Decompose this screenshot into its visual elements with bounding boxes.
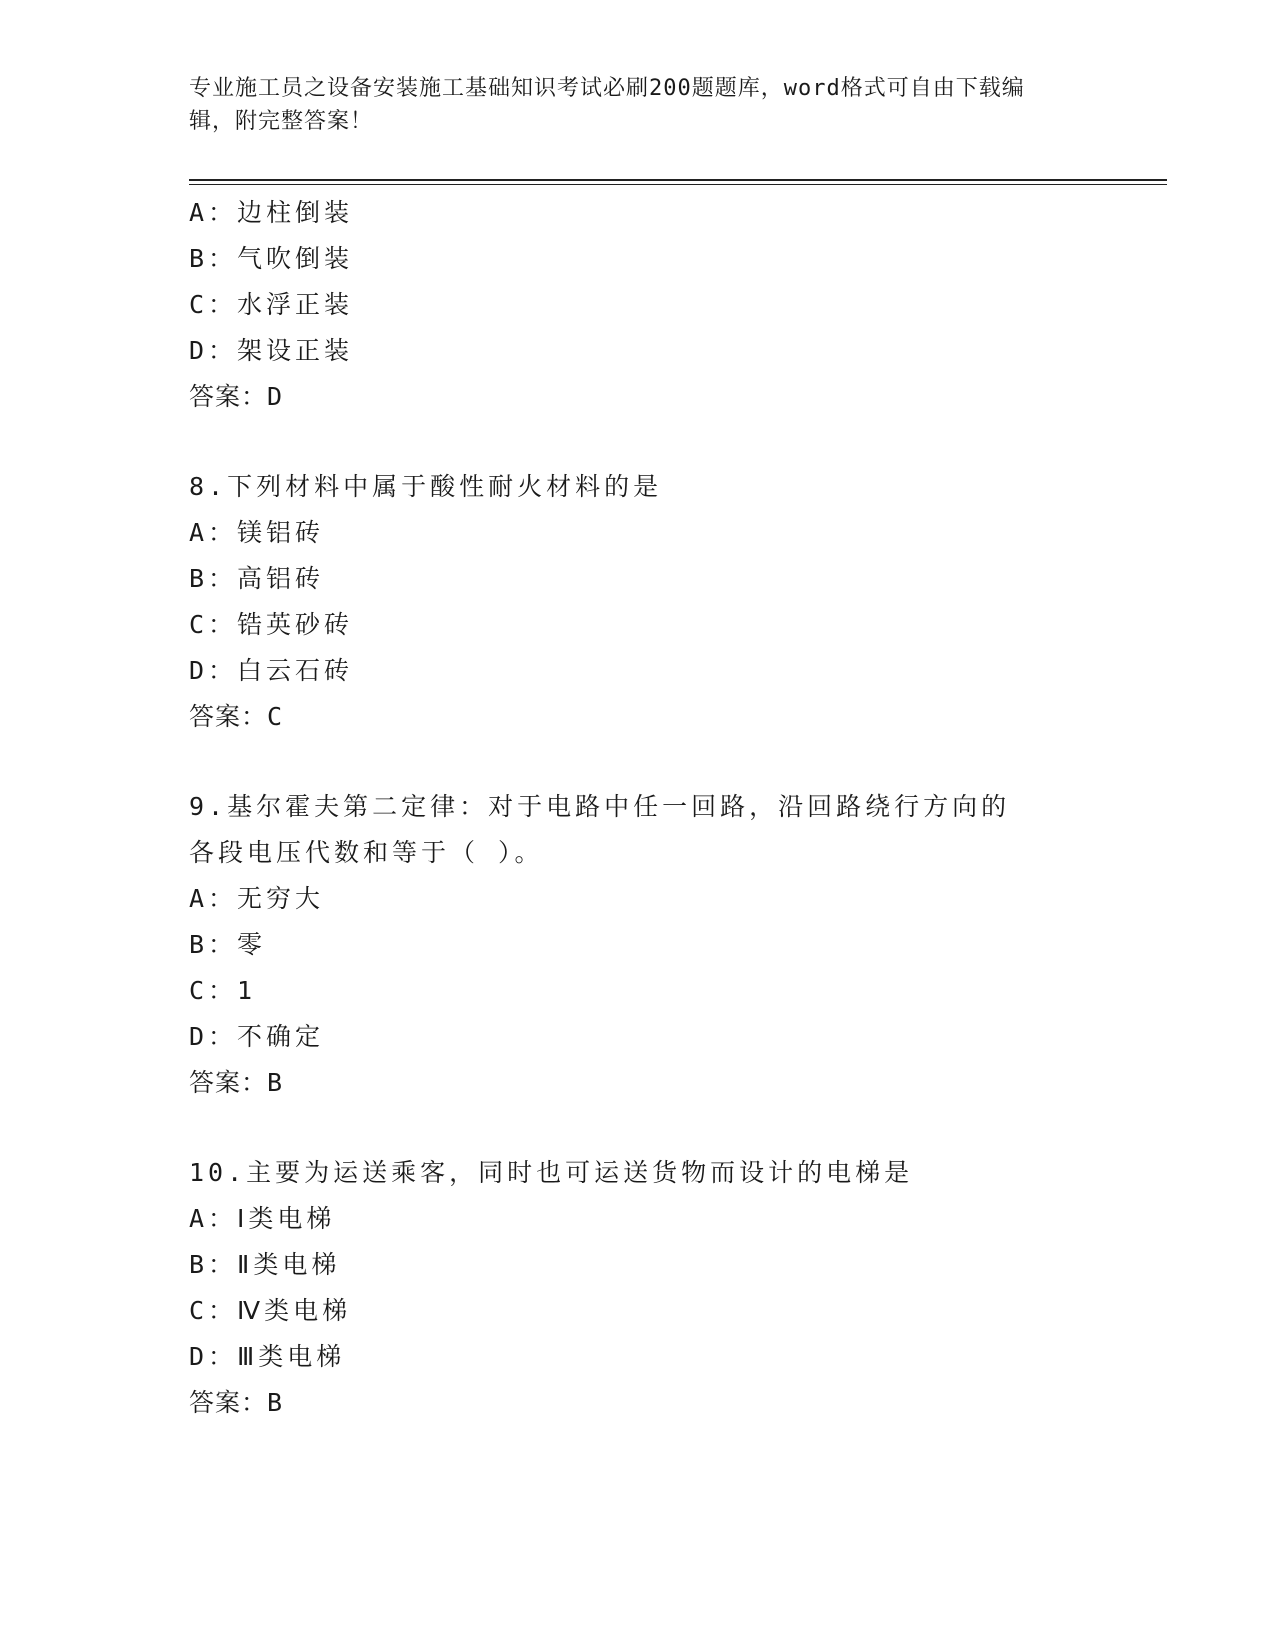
header-divider <box>189 179 1167 181</box>
question-stem: 8.下列材料中属于酸性耐火材料的是 <box>189 472 663 501</box>
option-b: B：高铝砖 <box>189 564 325 593</box>
option-d: D：Ⅲ类电梯 <box>189 1342 346 1371</box>
option-c: C：水浮正装 <box>189 290 354 319</box>
option-c: C：Ⅳ类电梯 <box>189 1296 352 1325</box>
question-list <box>189 190 1149 1426</box>
document-header: 专业施工员之设备安装施工基础知识考试必刷200题题库，word格式可自由下载编辑，附完整答案！ <box>189 76 1025 134</box>
option-b: B：气吹倒装 <box>189 244 354 273</box>
option-d: D：架设正装 <box>189 336 354 365</box>
option-b: B：零 <box>189 930 267 959</box>
question-stem: 9.基尔霍夫第二定律：对于电路中任一回路，沿回路绕行方向的各段电压代数和等于（ ）。 <box>189 792 1011 867</box>
option-a: A：镁铝砖 <box>189 518 325 547</box>
question-7 <box>189 190 1149 420</box>
option-c: C：1 <box>189 976 257 1005</box>
answer: 答案：B <box>189 1068 284 1097</box>
question-10 <box>189 1150 1149 1426</box>
option-a: A：无穷大 <box>189 884 325 913</box>
answer: 答案：C <box>189 702 284 731</box>
option-b: B：Ⅱ类电梯 <box>189 1250 341 1279</box>
option-d: D：白云石砖 <box>189 656 354 685</box>
answer: 答案：D <box>189 382 284 411</box>
question-stem: 10.主要为运送乘客，同时也可运送货物而设计的电梯是 <box>189 1158 914 1187</box>
option-a: A：Ⅰ类电梯 <box>189 1204 336 1233</box>
option-a: A：边柱倒装 <box>189 198 354 227</box>
question-9 <box>189 784 1149 1106</box>
option-c: C：锆英砂砖 <box>189 610 354 639</box>
answer: 答案：B <box>189 1388 284 1417</box>
question-8 <box>189 464 1149 740</box>
option-d: D：不确定 <box>189 1022 325 1051</box>
header-divider-thin <box>189 184 1167 185</box>
